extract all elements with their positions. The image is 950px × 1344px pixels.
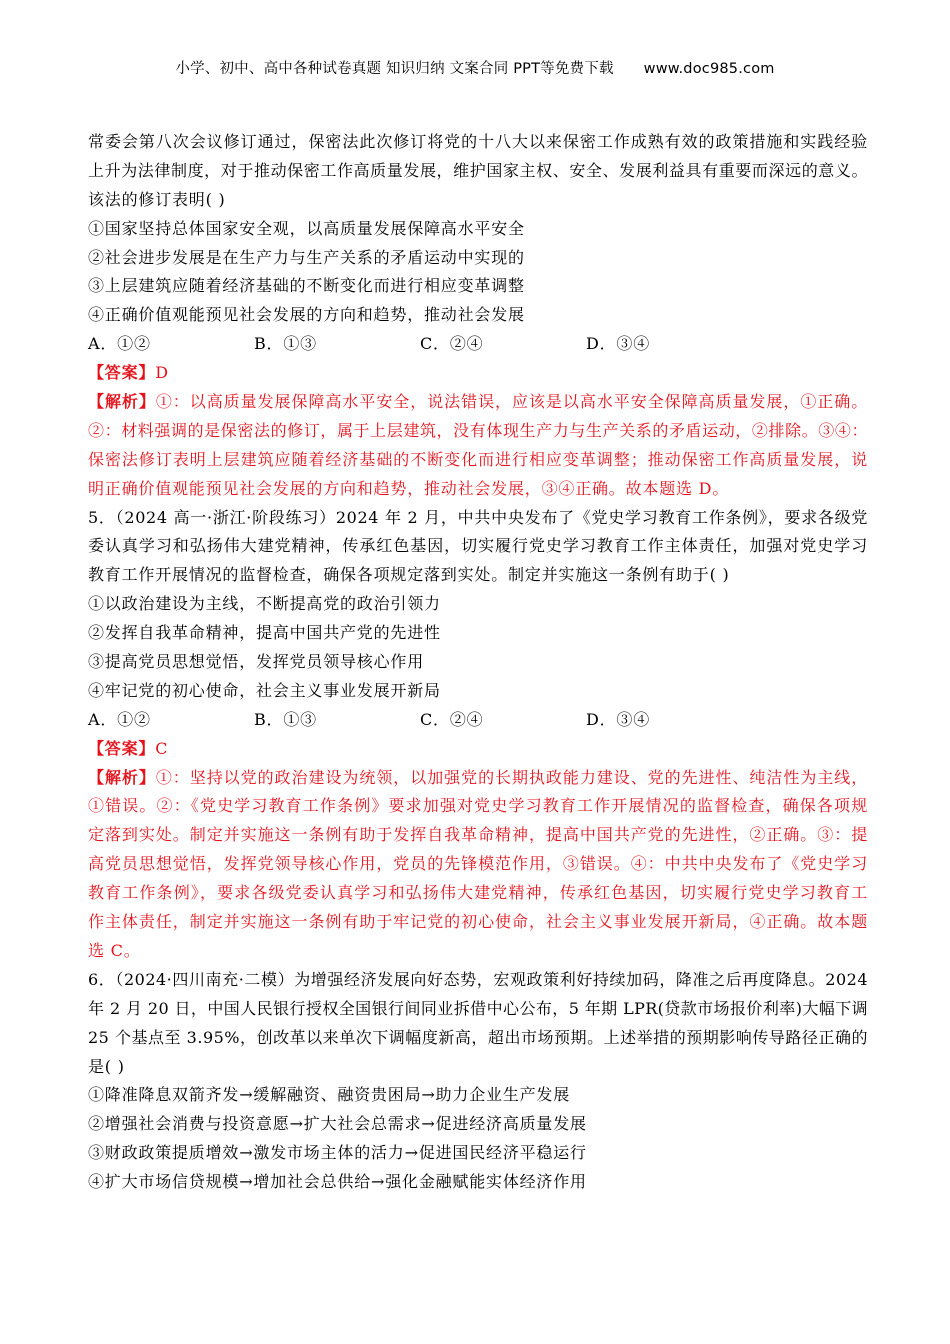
answer-label: 【答案】 [88, 738, 156, 758]
statement-item: ②增强社会消费与投资意愿→扩大社会总需求→促进经济高质量发展 [88, 1114, 587, 1134]
option-c: C．②④ [420, 709, 484, 729]
question-stem-line: 上升为法律制度，对于推动保密工作高质量发展，维护国家主权、安全、发展利益具有重要而深远的意义。 [88, 160, 868, 180]
answer-value: C [155, 738, 169, 758]
question-stem-line: 该法的修订表明( ) [88, 189, 226, 209]
header-site-link[interactable]: www.doc985.com [643, 61, 775, 77]
question-stem-line: 6．（2024·四川南充·二模）为增强经济发展向好态势，宏观政策利好持续加码，降准之后再度降息。2024 [88, 969, 868, 989]
analysis-text: ①：以高质量发展保障高水平安全，说法错误，应该是以高水平安全保障高质量发展，①正确。 [155, 392, 868, 412]
statement-item: ③财政政策提质增效→激发市场主体的活力→促进国民经济平稳运行 [88, 1143, 587, 1163]
answer-line [88, 359, 868, 388]
analysis-text: ①：坚持以党的政治建设为统领，以加强党的长期执政能力建设、党的先进性、纯洁性为主线， [155, 767, 868, 787]
option-d: D．③④ [586, 334, 651, 354]
question-stem-line: 教育工作开展情况的监督检查，确保各项规定落到实处。制定并实施这一条例有助于( ) [88, 565, 730, 585]
question-stem-line: 委认真学习和弘扬伟大建党精神，传承红色基因，切实履行党史学习教育工作主体责任，加强对党史学习 [88, 536, 868, 556]
question-6 [88, 966, 868, 1197]
question-5 [88, 504, 868, 966]
answer-options [88, 330, 868, 359]
question-stem-line: 5．（2024 高一·浙江·阶段练习）2024 年 2 月，中共中央发布了《党史学习教育工作条例》，要求各级党 [88, 507, 868, 527]
analysis-line: 明正确价值观能预见社会发展的方向和趋势，推动社会发展，③④正确。故本题选 D。 [88, 478, 730, 498]
option-c: C．②④ [420, 334, 484, 354]
statement-item: ③上层建筑应随着经济基础的不断变化而进行相应变革调整 [88, 276, 525, 296]
statement-item: ④牢记党的初心使命，社会主义事业发展开新局 [88, 680, 441, 700]
statement-item: ②发挥自我革命精神，提高中国共产党的先进性 [88, 623, 441, 643]
question-stem-line: 常委会第八次会议修订通过，保密法此次修订将党的十八大以来保密工作成熟有效的政策措施和实践经验 [88, 132, 868, 151]
analysis-line: 保密法修订表明上层建筑应随着经济基础的不断变化而进行相应变革调整；推动保密工作高质量发展，说 [88, 449, 868, 469]
document-body [88, 128, 868, 1197]
analysis-label: 【解析】 [88, 767, 156, 787]
analysis-line: 教育工作条例》，要求各级党委认真学习和弘扬伟大建党精神，传承红色基因，切实履行党史学习教育工 [88, 883, 868, 903]
question-stem-line: 年 2 月 20 日，中国人民银行授权全国银行间同业拆借中心公布，5 年期 LPR(贷款市场报价利率)大幅下调 [88, 998, 868, 1018]
statement-item: ②社会进步发展是在生产力与生产关系的矛盾运动中实现的 [88, 247, 525, 267]
analysis-line: 选 C。 [88, 940, 141, 960]
analysis-line [88, 764, 868, 793]
option-d: D．③④ [586, 709, 651, 729]
question-stem-line: 是( ) [88, 1056, 125, 1076]
analysis-line: 高党员思想觉悟，发挥党领导核心作用，党员的先锋模范作用，③错误。④：中共中央发布了《党史学习 [88, 854, 868, 874]
answer-label: 【答案】 [88, 363, 156, 383]
statement-item: ④正确价值观能预见社会发展的方向和趋势，推动社会发展 [88, 305, 525, 325]
header-text: 小学、初中、高中各种试卷真题 知识归纳 文案合同 PPT等免费下载 [175, 61, 614, 77]
statement-item: ①降准降息双箭齐发→缓解融资、融资贵困局→助力企业生产发展 [88, 1085, 571, 1105]
answer-line [88, 735, 868, 764]
statement-item: ①以政治建设为主线，不断提高党的政治引领力 [88, 594, 441, 614]
question-stem-line: 25 个基点至 3.95%，创改革以来单次下调幅度新高，超出市场预期。上述举措的预期影响传导路径正确的 [88, 1027, 868, 1047]
question-4 [88, 128, 868, 504]
answer-value: D [155, 363, 169, 383]
analysis-line: ①错误。②：《党史学习教育工作条例》要求加强对党史学习教育工作开展情况的监督检查，确保各项规 [88, 796, 868, 816]
analysis-line: 作主体责任，制定并实施这一条例有助于牢记党的初心使命，社会主义事业发展开新局，④正确。故本题 [88, 912, 868, 932]
statement-item: ③提高党员思想觉悟，发挥党员领导核心作用 [88, 652, 425, 672]
option-b: B．①③ [254, 334, 317, 354]
analysis-line: 定落到实处。制定并实施这一条例有助于发挥自我革命精神，提高中国共产党的先进性，②正确。③：提 [88, 825, 868, 845]
option-a: A．①② [88, 709, 151, 729]
analysis-line: ②：材料强调的是保密法的修订，属于上层建筑，没有体现生产力与生产关系的矛盾运动，②排除。③④： [88, 420, 868, 440]
option-b: B．①③ [254, 709, 317, 729]
analysis-line [88, 388, 868, 417]
statement-item: ④扩大市场信贷规模→增加社会总供给→强化金融赋能实体经济作用 [88, 1172, 587, 1192]
option-a: A．①② [88, 334, 151, 354]
analysis-label: 【解析】 [88, 392, 156, 412]
statement-item: ①国家坚持总体国家安全观，以高质量发展保障高水平安全 [88, 218, 525, 238]
page-header [0, 57, 950, 78]
answer-options [88, 706, 868, 735]
